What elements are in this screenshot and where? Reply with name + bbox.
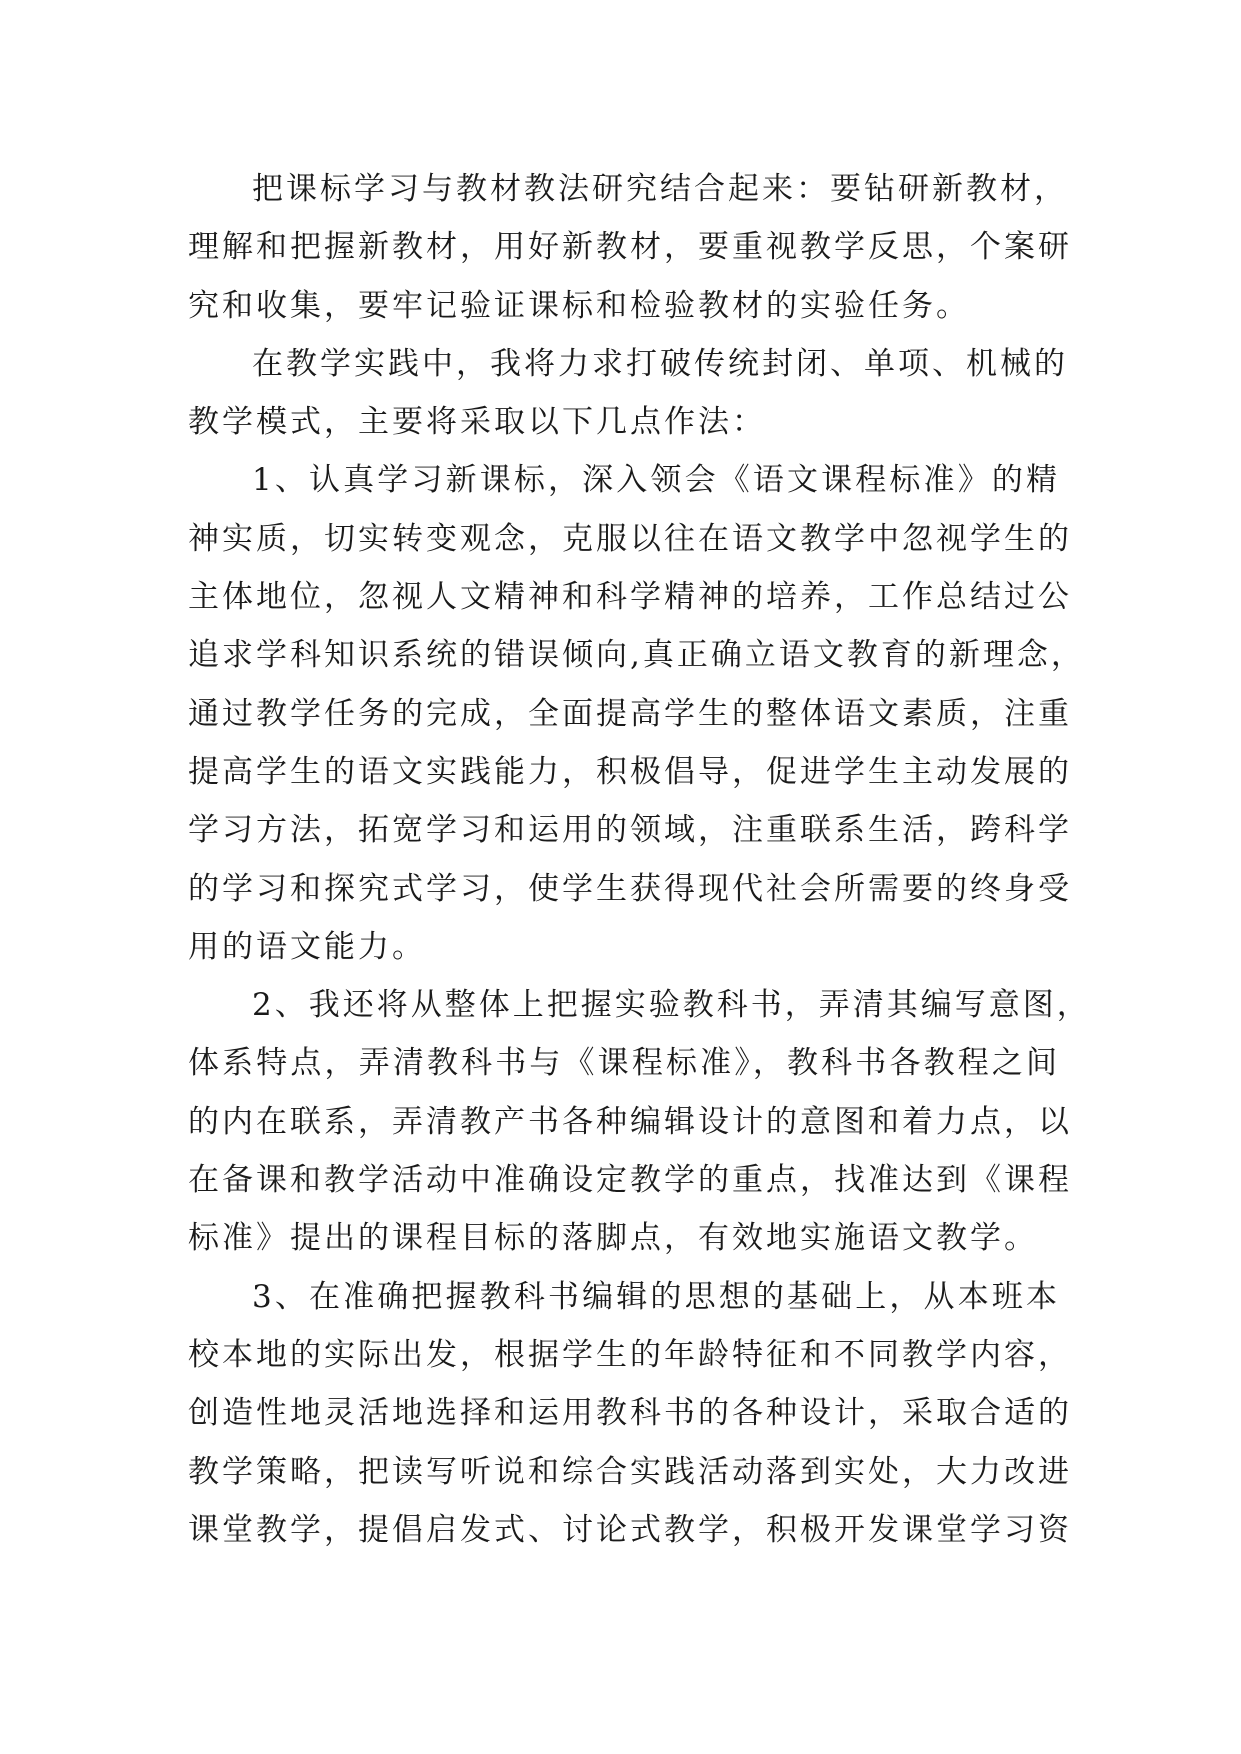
text-line: 的内在联系，弄清教产书各种编辑设计的意图和着力点，以 [188,1103,1072,1140]
text-line: 2、我还将从整体上把握实验教科书，弄清其编写意图， [252,987,1091,1024]
text-line: 标准》提出的课程目标的落脚点，有效地实施语文教学。 [188,1220,1038,1257]
text-line: 创造性地灵活地选择和运用教科书的各种设计，采取合适的 [188,1395,1072,1432]
text-line: 提高学生的语文实践能力，积极倡导，促进学生主动发展的 [188,753,1072,790]
text-line: 学习方法，拓宽学习和运用的领域，注重联系生活，跨科学 [188,812,1072,849]
text-line: 把课标学习与教材教法研究结合起来：要钻研新教材， [252,171,1068,207]
text-line: 神实质，切实转变观念，克服以往在语文教学中忽视学生的 [188,520,1072,557]
text-line: 教学策略，把读写听说和综合实践活动落到实处，大力改进 [188,1453,1072,1490]
text-line: 体系特点，弄清教科书与《课程标准》，教科书各教程之间 [188,1045,1060,1082]
text-line: 用的语文能力。 [188,928,426,965]
text-line: 的学习和探究式学习，使学生获得现代社会所需要的终身受 [188,870,1072,907]
body-text [188,160,1091,1559]
text-line: 3、在准确把握教科书编辑的思想的基础上，从本班本 [252,1278,1060,1315]
text-line: 在教学实践中，我将力求打破传统封闭、单项、机械的 [252,345,1068,382]
text-line: 课堂教学，提倡启发式、讨论式教学，积极开发课堂学习资 [188,1511,1072,1548]
text-line: 校本地的实际出发，根据学生的年龄特征和不同教学内容， [188,1336,1072,1373]
text-line: 究和收集，要牢记验证课标和检验教材的实验任务。 [188,287,970,324]
text-line: 教学模式，主要将采取以下几点作法： [188,404,766,441]
text-line: 主体地位，忽视人文精神和科学精神的培养，工作总结过公 [188,579,1072,616]
text-line: 通过教学任务的完成，全面提高学生的整体语文素质，注重 [188,695,1072,732]
text-line: 在备课和教学活动中准确设定教学的重点，找准达到《课程 [188,1162,1072,1199]
text-line: 1、认真学习新课标，深入领会《语文课程标准》的精 [252,462,1060,499]
text-line: 理解和把握新教材，用好新教材，要重视教学反思，个案研 [188,229,1072,266]
text-line: 追求学科知识系统的错误倾向,真正确立语文教育的新理念， [188,637,1085,674]
